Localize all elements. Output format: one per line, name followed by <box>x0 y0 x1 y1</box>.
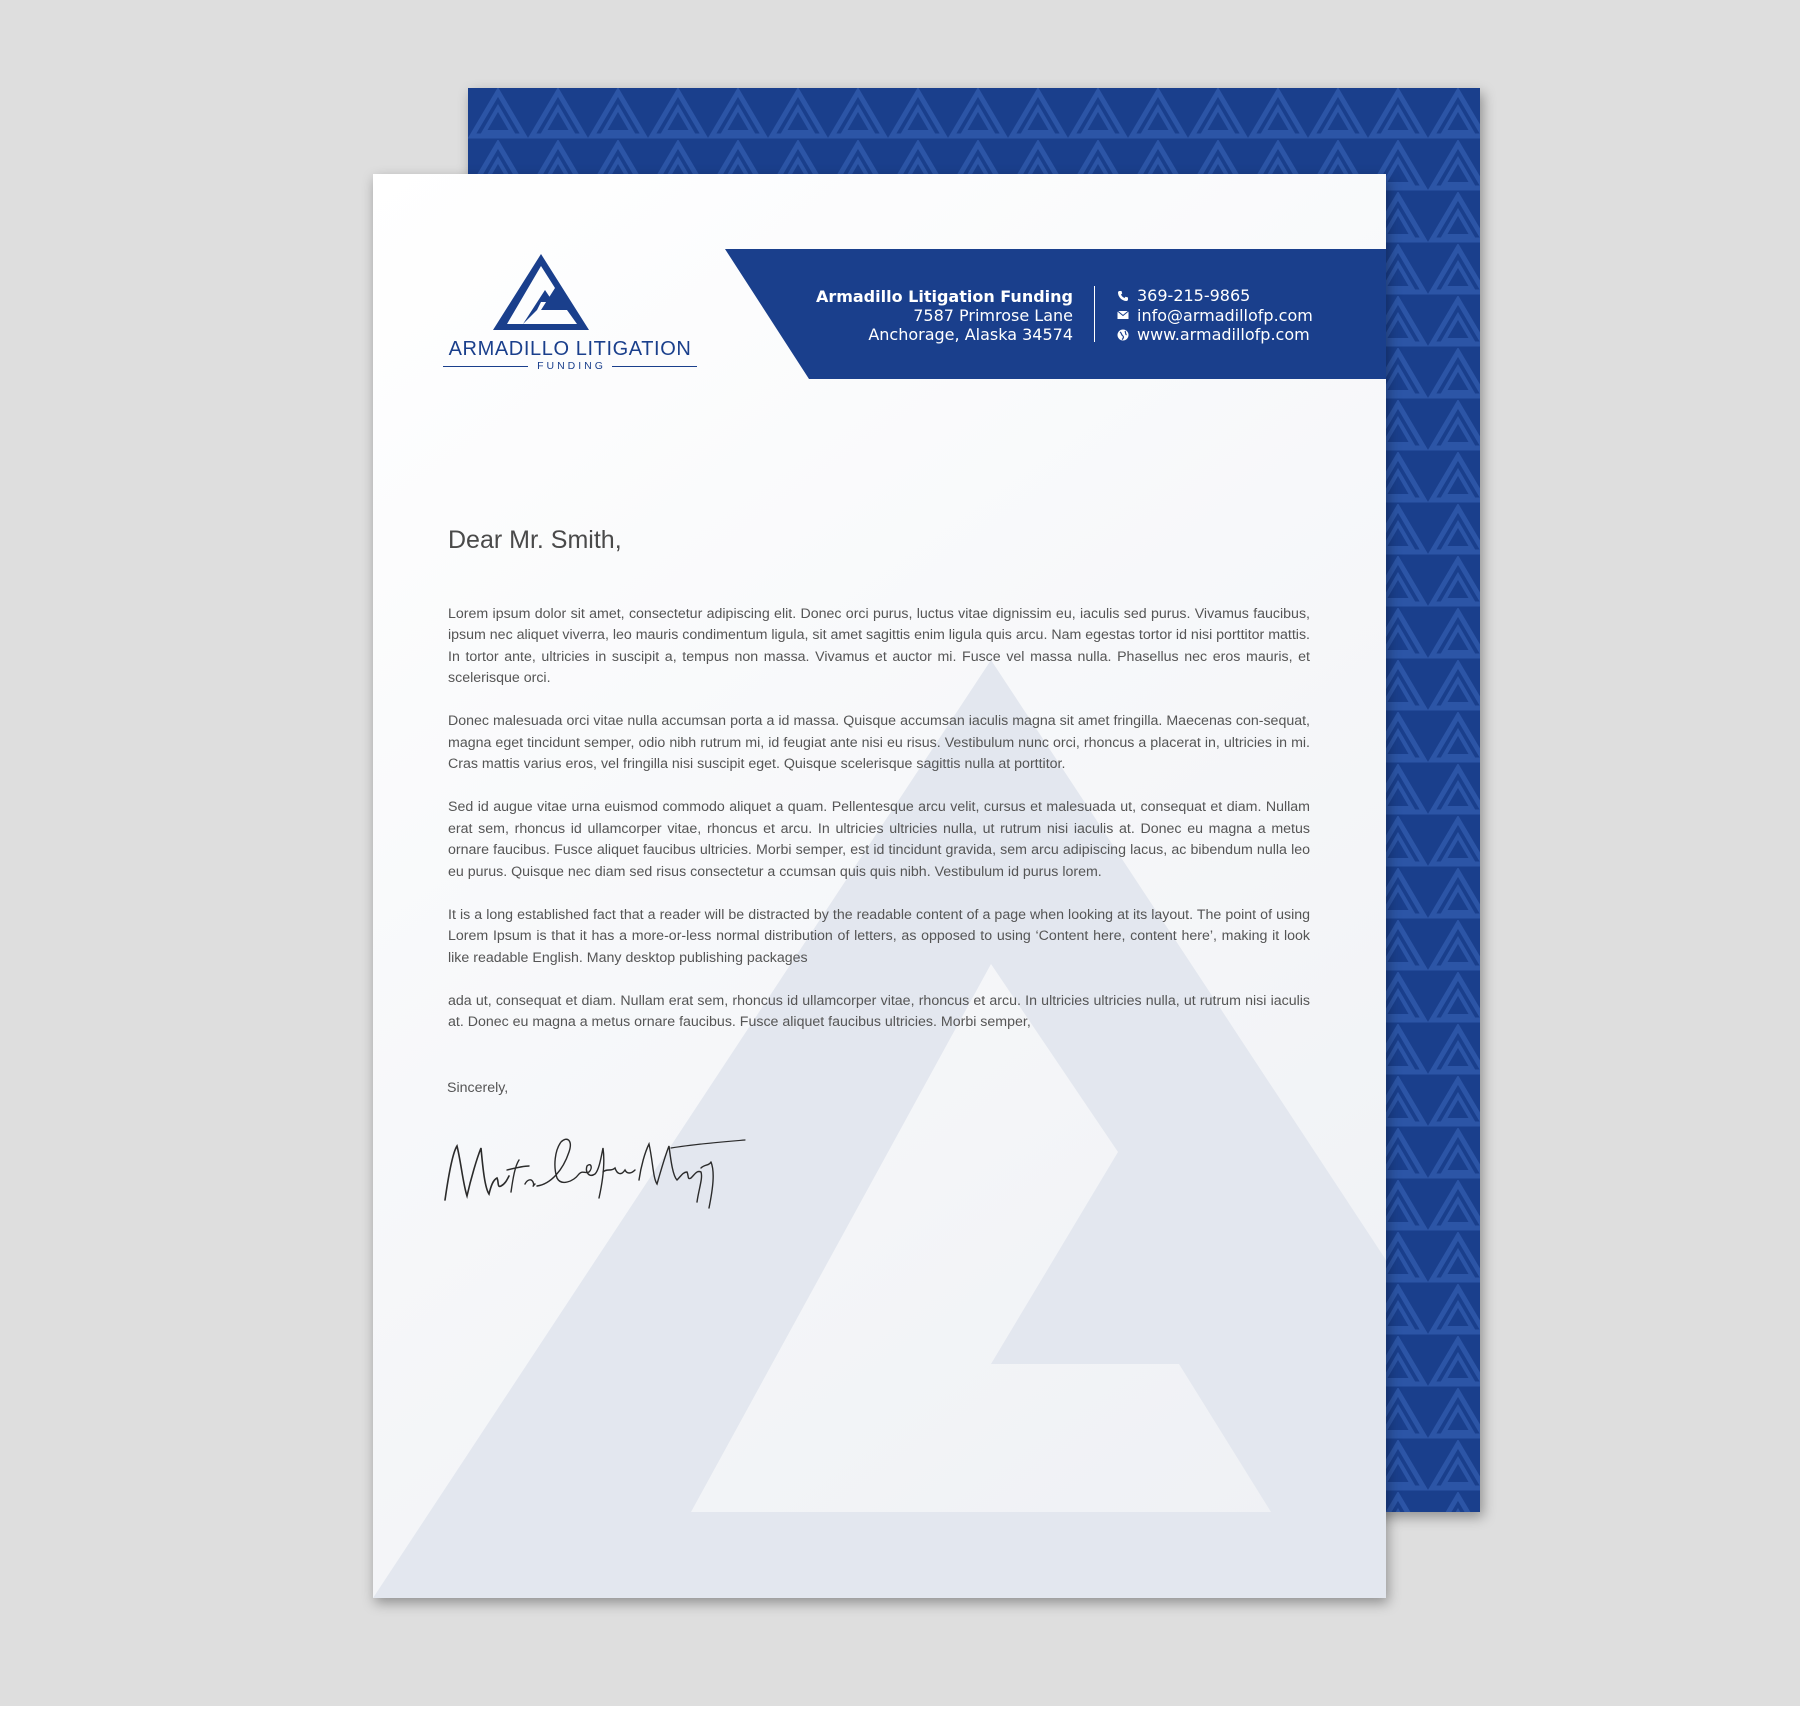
paragraph-5: ada ut, consequat et diam. Nullam erat sem, rhoncus id ullamcorper vitae, rhoncus et arcu. In ultricies ultricies nulla, ut rutrum nisi iaculis at. Donec eu magna a metus ornare faucibus. Fusce aliquet faucibus ultricies. Morbi semper, <box>448 992 1310 1031</box>
contact-info <box>1117 286 1313 345</box>
company-name: Armadillo Litigation Funding <box>815 287 1073 306</box>
logo-triangle-icon <box>493 254 589 330</box>
logo-line-left <box>443 366 528 367</box>
company-info <box>725 287 1073 344</box>
contact-email <box>1117 306 1313 326</box>
letterhead-page <box>373 174 1386 1598</box>
paragraph-3: Sed id augue vitae urna euismod commodo aliquet a quam. Pellentesque arcu velit, cursus et malesuada ut, consequat et diam. Nullam erat sem, rhoncus id ullamcorper vitae, rhoncus et arcu. In ultricies ultricies nulla, ut rutrum nisi iaculis at. Donec eu magna a metus ornare faucibus. Fusce aliquet faucibus ultricies. Morbi semper, est id tincidunt gravida, sem arcu adipiscing lacus, ac bibendum nulla leo eu purus. Quisque nec diam sed risus consectetur a ccumsan quis quis nibh. Vestibulum id purus lorem. <box>448 799 1310 880</box>
paragraph-1: Lorem ipsum dolor sit amet, consectetur adipiscing elit. Donec orci purus, luctus vitae dignissim eu, iaculis sed purus. Vivamus faucibus, ipsum nec aliquet viverra, leo mauris condimentum ligula, sit amet sagittis enim ligula quis arcu. Nam egestas tortor id nisi porttitor mattis. In tortor ante, ultricies in suscipit a, tempus non massa. Vivamus et auctor mi. Fusce vel massa nulla. Phasellus nec eros mauris, et scelerisque orci. <box>448 606 1310 687</box>
salutation: Dear Mr. Smith, <box>448 526 622 554</box>
company-logo <box>443 254 703 374</box>
paragraph-2: Donec malesuada orci vitae nulla accumsan porta a id massa. Quisque accumsan iaculis magna sit amet fringilla. Maecenas con-sequat, magna eget tincidunt semper, odio nibh rutrum mi, id feugiat ante nisi eu risus. Vestibulum nunc orci, rhoncus a placerat in, ultricies in mi. Cras mattis varius eros, vel fringilla nisi suscipit eget. Quisque scelerisque sagittis nulla at porttitor. <box>448 713 1310 773</box>
signature-drawing <box>439 1122 749 1222</box>
logo-line-right <box>612 366 697 367</box>
email-address[interactable]: info@armadillofp.com <box>1137 305 1313 325</box>
logo-title: ARMADILLO LITIGATION <box>448 338 692 360</box>
envelope-icon <box>1117 309 1129 321</box>
address-line-1: 7587 Primrose Lane <box>913 306 1073 325</box>
closing: Sincerely, <box>447 1080 509 1096</box>
bottom-strip <box>0 1706 1800 1711</box>
signature <box>439 1122 749 1222</box>
paragraph-4: It is a long established fact that a reader will be distracted by the readable content of a page when looking at its layout. The point of using Lorem Ipsum is that it has a more-or-less normal distribution of letters, as opposed to using ‘Content here, content here’, making it look like readable English. Many desktop publishing packages <box>448 906 1310 966</box>
contact-phone <box>1117 286 1313 306</box>
address-line-2: Anchorage, Alaska 34574 <box>868 325 1073 344</box>
contact-website <box>1117 325 1313 345</box>
globe-icon <box>1117 329 1129 341</box>
header-divider <box>1094 286 1095 342</box>
website-url[interactable]: www.armadillofp.com <box>1137 325 1310 344</box>
logo-subtitle: FUNDING <box>537 360 606 372</box>
letter-body <box>448 604 1310 1055</box>
phone-number: 369-215-9865 <box>1137 286 1251 305</box>
phone-icon <box>1117 290 1129 302</box>
logo-subtitle-row <box>443 358 697 374</box>
